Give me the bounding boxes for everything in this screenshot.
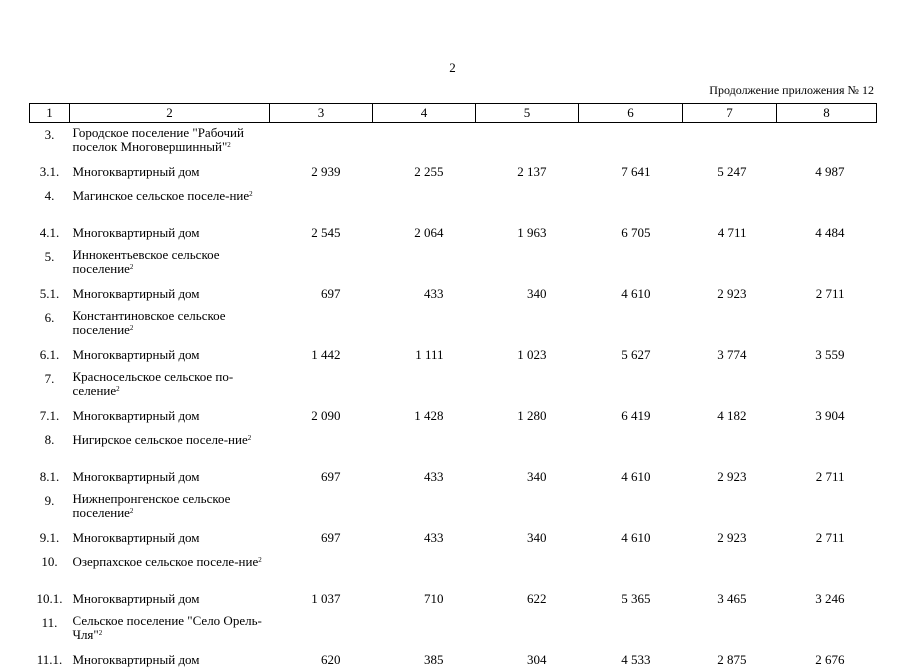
table-row	[30, 588, 877, 611]
header-cell: 8	[777, 104, 877, 123]
footnote-mark: 2	[130, 507, 134, 515]
row-name	[70, 306, 270, 344]
section-row	[30, 184, 877, 222]
row-name	[70, 405, 270, 428]
row-number: 6.	[30, 306, 70, 344]
section-row	[30, 428, 877, 466]
value-cell	[777, 367, 877, 405]
row-name-text: Красносельское сельское по-селение	[73, 369, 234, 398]
header-cell: 2	[70, 104, 270, 123]
value-cell	[373, 306, 476, 344]
value-cell: 6 419	[579, 405, 683, 428]
value-cell: 6 705	[579, 222, 683, 245]
table-row	[30, 405, 877, 428]
table-body	[30, 123, 877, 672]
row-name	[70, 161, 270, 184]
value-cell: 5 247	[683, 161, 777, 184]
value-cell: 1 280	[476, 405, 579, 428]
value-cell	[476, 428, 579, 466]
footnote-mark: 2	[116, 385, 120, 393]
value-cell: 3 904	[777, 405, 877, 428]
header-cell: 4	[373, 104, 476, 123]
value-cell	[373, 550, 476, 588]
value-cell: 4 533	[579, 649, 683, 672]
section-row	[30, 245, 877, 283]
row-number: 3.	[30, 123, 70, 162]
row-name-text: Многоквартирный дом	[73, 286, 200, 301]
value-cell	[373, 611, 476, 649]
footnote-mark: 2	[99, 629, 103, 637]
row-name-text: Многоквартирный дом	[73, 347, 200, 362]
value-cell	[373, 184, 476, 222]
row-name-text: Многоквартирный дом	[73, 591, 200, 606]
header-cell: 7	[683, 104, 777, 123]
value-cell: 2 137	[476, 161, 579, 184]
value-cell	[777, 550, 877, 588]
value-cell: 1 442	[270, 344, 373, 367]
row-name	[70, 184, 270, 222]
row-number: 10.	[30, 550, 70, 588]
value-cell: 1 037	[270, 588, 373, 611]
value-cell: 2 711	[777, 527, 877, 550]
row-name	[70, 344, 270, 367]
value-cell: 2 939	[270, 161, 373, 184]
header-cell: 5	[476, 104, 579, 123]
value-cell: 385	[373, 649, 476, 672]
section-row	[30, 367, 877, 405]
header-cell: 3	[270, 104, 373, 123]
value-cell: 304	[476, 649, 579, 672]
value-cell: 2 255	[373, 161, 476, 184]
value-cell	[683, 611, 777, 649]
value-cell: 2 545	[270, 222, 373, 245]
value-cell	[683, 367, 777, 405]
row-name-text: Многоквартирный дом	[73, 408, 200, 423]
continuation-label: Продолжение приложения № 12	[709, 83, 874, 98]
row-number: 10.1.	[30, 588, 70, 611]
row-name	[70, 428, 270, 466]
value-cell: 5 627	[579, 344, 683, 367]
value-cell	[777, 489, 877, 527]
value-cell	[373, 367, 476, 405]
table-row	[30, 344, 877, 367]
row-name-text: Городское поселение "Рабочий поселок Многовершинный"	[73, 125, 244, 154]
row-number: 11.1.	[30, 649, 70, 672]
value-cell	[476, 489, 579, 527]
value-cell: 340	[476, 527, 579, 550]
value-cell: 2 923	[683, 527, 777, 550]
value-cell: 4 610	[579, 283, 683, 306]
value-cell	[777, 123, 877, 162]
row-name-text: Иннокентьевское сельское поселение	[73, 247, 220, 276]
row-number: 9.1.	[30, 527, 70, 550]
header-cell: 6	[579, 104, 683, 123]
header-cell: 1	[30, 104, 70, 123]
value-cell	[373, 489, 476, 527]
row-name-text: Озерпахское сельское поселе-ние	[73, 554, 259, 569]
value-cell: 622	[476, 588, 579, 611]
value-cell	[683, 428, 777, 466]
row-name	[70, 649, 270, 672]
table-row	[30, 527, 877, 550]
value-cell	[270, 367, 373, 405]
data-table	[29, 103, 877, 672]
value-cell	[579, 611, 683, 649]
value-cell: 2 711	[777, 283, 877, 306]
value-cell	[476, 367, 579, 405]
value-cell	[579, 550, 683, 588]
row-name-text: Константиновское сельское поселение	[73, 308, 226, 337]
row-number: 11.	[30, 611, 70, 649]
value-cell: 4 610	[579, 466, 683, 489]
value-cell	[270, 245, 373, 283]
value-cell: 3 246	[777, 588, 877, 611]
value-cell: 1 023	[476, 344, 579, 367]
value-cell	[476, 245, 579, 283]
value-cell	[270, 123, 373, 162]
row-name	[70, 222, 270, 245]
row-name	[70, 550, 270, 588]
value-cell: 697	[270, 283, 373, 306]
footnote-mark: 2	[130, 263, 134, 271]
value-cell	[270, 489, 373, 527]
value-cell: 1 963	[476, 222, 579, 245]
value-cell	[777, 184, 877, 222]
table-row	[30, 649, 877, 672]
row-name-text: Нижнепронгенское сельское поселение	[73, 491, 231, 520]
row-number: 7.	[30, 367, 70, 405]
section-row	[30, 550, 877, 588]
table-row	[30, 161, 877, 184]
value-cell	[579, 245, 683, 283]
value-cell: 7 641	[579, 161, 683, 184]
value-cell	[373, 428, 476, 466]
value-cell: 1 428	[373, 405, 476, 428]
value-cell	[777, 306, 877, 344]
value-cell: 697	[270, 466, 373, 489]
value-cell: 2 875	[683, 649, 777, 672]
table-row	[30, 283, 877, 306]
value-cell: 4 182	[683, 405, 777, 428]
row-number: 8.1.	[30, 466, 70, 489]
row-name	[70, 123, 270, 162]
row-number: 9.	[30, 489, 70, 527]
value-cell	[579, 184, 683, 222]
row-number: 4.1.	[30, 222, 70, 245]
row-name	[70, 489, 270, 527]
value-cell	[683, 550, 777, 588]
value-cell: 4 987	[777, 161, 877, 184]
page-number: 2	[0, 60, 905, 76]
value-cell: 340	[476, 283, 579, 306]
value-cell	[683, 123, 777, 162]
value-cell	[270, 428, 373, 466]
value-cell	[270, 306, 373, 344]
footnote-mark: 2	[258, 556, 262, 564]
row-name	[70, 283, 270, 306]
value-cell: 1 111	[373, 344, 476, 367]
value-cell: 340	[476, 466, 579, 489]
row-name-text: Многоквартирный дом	[73, 530, 200, 545]
table-row	[30, 466, 877, 489]
section-row	[30, 611, 877, 649]
value-cell	[579, 123, 683, 162]
value-cell: 4 711	[683, 222, 777, 245]
row-name-text: Многоквартирный дом	[73, 225, 200, 240]
row-number: 5.	[30, 245, 70, 283]
value-cell: 2 064	[373, 222, 476, 245]
row-name	[70, 611, 270, 649]
value-cell	[683, 245, 777, 283]
value-cell: 2 923	[683, 466, 777, 489]
row-name-text: Многоквартирный дом	[73, 652, 200, 667]
value-cell: 4 484	[777, 222, 877, 245]
value-cell: 3 774	[683, 344, 777, 367]
row-name	[70, 527, 270, 550]
value-cell: 4 610	[579, 527, 683, 550]
value-cell	[270, 550, 373, 588]
value-cell	[476, 123, 579, 162]
value-cell: 620	[270, 649, 373, 672]
section-row	[30, 489, 877, 527]
value-cell	[579, 489, 683, 527]
value-cell	[579, 428, 683, 466]
row-number: 6.1.	[30, 344, 70, 367]
value-cell	[683, 306, 777, 344]
value-cell	[777, 611, 877, 649]
value-cell	[270, 184, 373, 222]
value-cell: 3 559	[777, 344, 877, 367]
footnote-mark: 2	[249, 190, 253, 198]
row-name-text: Сельское поселение "Село Орель-Чля"	[73, 613, 262, 642]
value-cell	[373, 245, 476, 283]
table-header	[30, 104, 877, 123]
row-name-text: Многоквартирный дом	[73, 164, 200, 179]
row-name	[70, 588, 270, 611]
value-cell	[683, 489, 777, 527]
row-name	[70, 466, 270, 489]
value-cell	[476, 184, 579, 222]
value-cell	[777, 245, 877, 283]
value-cell	[476, 550, 579, 588]
value-cell	[270, 611, 373, 649]
value-cell: 3 465	[683, 588, 777, 611]
value-cell: 2 923	[683, 283, 777, 306]
value-cell	[683, 184, 777, 222]
value-cell	[476, 306, 579, 344]
row-number: 7.1.	[30, 405, 70, 428]
value-cell	[476, 611, 579, 649]
row-name-text: Многоквартирный дом	[73, 469, 200, 484]
footnote-mark: 2	[130, 324, 134, 332]
row-name	[70, 245, 270, 283]
row-number: 5.1.	[30, 283, 70, 306]
table-row	[30, 222, 877, 245]
value-cell	[777, 428, 877, 466]
row-number: 3.1.	[30, 161, 70, 184]
footnote-mark: 2	[248, 434, 252, 442]
row-number: 4.	[30, 184, 70, 222]
value-cell: 5 365	[579, 588, 683, 611]
row-number: 8.	[30, 428, 70, 466]
value-cell: 2 711	[777, 466, 877, 489]
value-cell: 2 676	[777, 649, 877, 672]
row-name-text: Нигирское сельское поселе-ние	[73, 432, 248, 447]
section-row	[30, 123, 877, 162]
value-cell	[579, 367, 683, 405]
value-cell: 2 090	[270, 405, 373, 428]
value-cell: 433	[373, 283, 476, 306]
section-row	[30, 306, 877, 344]
value-cell: 433	[373, 466, 476, 489]
value-cell: 710	[373, 588, 476, 611]
value-cell	[579, 306, 683, 344]
row-name-text: Магинское сельское поселе-ние	[73, 188, 250, 203]
value-cell	[373, 123, 476, 162]
value-cell: 697	[270, 527, 373, 550]
footnote-mark: 2	[227, 141, 231, 149]
value-cell: 433	[373, 527, 476, 550]
row-name	[70, 367, 270, 405]
